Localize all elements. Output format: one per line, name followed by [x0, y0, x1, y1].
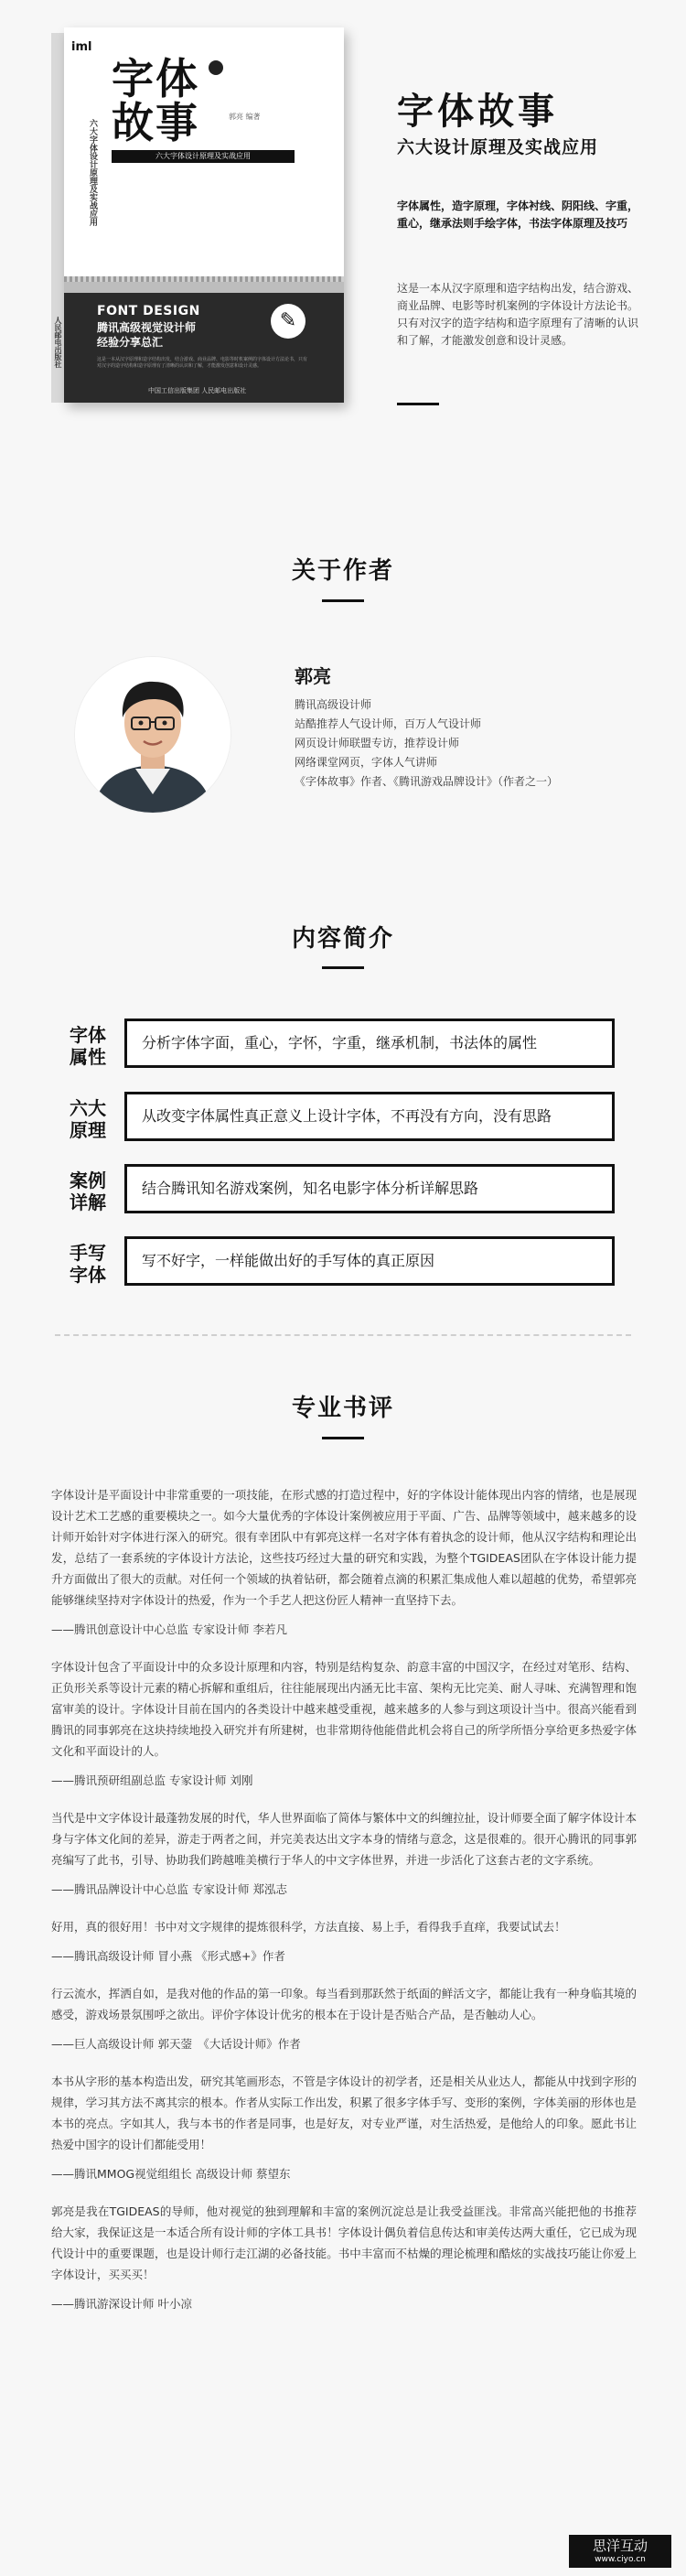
review-signature: ——巨人高级设计师 郭天蓥 《大话设计师》作者	[51, 2037, 301, 2051]
feature-text-box: 结合腾讯知名游戏案例，知名电影字体分析详解思路	[124, 1164, 615, 1213]
content-feature-row	[55, 1236, 622, 1291]
review-text: 本书从字形的基本构造出发，研究其笔画形态，不管是字体设计的初学者，还是相关从业达人，都能从中找到字形的规律，学习其方法不离其宗的根本。作者从实际工作出发，积累了很多字体手写、变形的案例，字体美丽的形体也是本书的亮点。字如其人，我与本书的作者是同事，也是好友，对专业严谨，对生活热爱，是他给人的印象。愿此书让热爱中国字的设计们都能受用！	[51, 2075, 637, 2151]
watermark-url: www.ciyo.cn	[595, 2555, 646, 2564]
book-cover-description: 这是一本从汉字原理和造字结构出发，结合游戏、商业品牌、电影等时机案例的字体设计方法论书，只有对汉字的造字结构和造字原理有了清晰的认识和了解，才能激发创意和设计灵感。	[97, 357, 308, 369]
book-front	[64, 27, 344, 403]
feature-label	[60, 1242, 115, 1286]
publisher-mark: iml	[71, 40, 92, 54]
review-signature: ——腾讯MMOG视觉组组长 高级设计师 蔡望东	[51, 2167, 291, 2181]
feature-label-line2: 字体	[70, 1264, 106, 1286]
content-feature-row	[55, 1164, 622, 1219]
review-item	[51, 1916, 637, 1967]
review-signature: ——腾讯预研组副总监 专家设计师 刘刚	[51, 1773, 253, 1787]
review-text: 字体设计是平面设计中非常重要的一项技能，在形式感的打造过程中，好的字体设计能体现出内容的情绪，也是展现设计艺术工艺感的重要模块之一。如今大量优秀的字体设计案例被应用于平面、广告、品牌等领域中，越来越多的设计师开始针对字体进行深入的研究。很有幸团队中有郭亮这样一名对字体有着执念的设计师，他从汉字结构和理论出发，总结了一套系统的字体设计方法论，这些技巧经过大量的研究和实践，为整个TGIDEAS团队在字体设计能力提升方面做出了很大的贡献。对任何一个领域的执着钻研，都会随着点滴的积累汇集成他人难以超越的优势，希望郭亮能够继续坚持对字体设计的热爱，作为一个手艺人把这份匠人精神一直坚持下去。	[51, 1488, 637, 1607]
feature-label	[60, 1024, 115, 1068]
content-feature-row	[55, 1019, 622, 1073]
feature-label-line1: 字体	[70, 1024, 106, 1046]
author-name: 郭亮	[295, 665, 331, 687]
book-spine	[51, 33, 64, 403]
review-item	[51, 2201, 637, 2314]
review-text: 行云流水，挥洒自如，是我对他的作品的第一印象。每当看到那跃然于纸面的鲜活文字，都能让我有一种身临其境的感受，游戏场景氛围呼之欲出。评价字体设计优劣的根本在于设计是否贴合产品，是否触动人心。	[51, 1987, 637, 2021]
publisher-logos: 中国工信出版集团 人民邮电出版社	[148, 387, 247, 394]
author-credential-item: 腾讯高级设计师	[295, 698, 372, 711]
review-signature: ——腾讯创意设计中心总监 专家设计师 李若凡	[51, 1622, 287, 1636]
feature-text-box: 写不好字，一样能做出好的手写体的真正原因	[124, 1236, 615, 1286]
book-cover-author: 郭亮 编著	[229, 113, 261, 121]
author-credential-item: 网页设计师联盟专访，推荐设计师	[295, 737, 460, 749]
feature-text-box: 分析字体字面，重心，字怀，字重，继承机制，书法体的属性	[124, 1019, 615, 1068]
book-font-design-subtitle	[97, 320, 196, 350]
book-fd-sub-line2: 经验分享总汇	[97, 336, 164, 349]
reviews-heading-bar	[322, 1437, 364, 1439]
hero-keywords: 字体属性，造字原理，字体衬线、阴阳线、字重，重心，继承法则手绘字体，书法字体原理及技巧	[397, 199, 639, 230]
book-cover-subtitle: 六大字体设计原理及实战应用	[112, 150, 295, 163]
review-text: 郭亮是我在TGIDEAS的导师，他对视觉的独到理解和丰富的案例沉淀总是让我受益匪浅。非常高兴能把他的书推荐给大家，我保证这是一本适合所有设计师的字体工具书！字体设计偶负着信息传达和审美传达两大重任，它已成为现代设计中的重要课题，也是设计师行走江湖的必备技能。书中丰富而不枯燥的理论梳理和酷炫的实战技巧能让你爱上字体设计，买买买！	[51, 2204, 637, 2281]
hero-section	[0, 0, 686, 458]
review-text: 好用，真的很好用！书中对文字规律的提炼很科学，方法直接、易上手，看得我手直痒，我要试试去！	[51, 1920, 566, 1934]
hero-divider-bar	[397, 403, 439, 405]
author-credential-item: 网络课堂网页，字体人气讲师	[295, 756, 438, 769]
feature-label-line2: 详解	[70, 1191, 106, 1213]
book-cover-title-line1: 字体	[112, 54, 199, 103]
feature-label-line1: 六大	[70, 1097, 106, 1119]
feature-label-line1: 案例	[70, 1169, 106, 1191]
content-heading: 内容简介	[291, 925, 394, 953]
book-spine-text: 人民邮电出版社	[54, 317, 62, 368]
review-text: 字体设计包含了平面设计中的众多设计原理和内容，特别是结构复杂、韵意丰富的中国汉字，在经过对笔形、结构、正负形关系等设计元素的精心拆解和重组后，往往能展现出内涵无比丰富、架构无比完美、耐人寻味、充满智理和饱富审美的设计。字体设计目前在国内的各类设计中越来越受重视，越来越多的人参与到这项设计当中。很高兴能看到腾讯的同事郭亮在这块持续地投入研究并有所建树，也非常期待他能借此机会将自己的所学所悟分享给更多热爱字体文化和平面设计的人。	[51, 1660, 637, 1758]
about-heading-bar	[322, 599, 364, 602]
reviews-heading: 专业书评	[291, 1395, 394, 1422]
feature-label-line2: 原理	[70, 1119, 106, 1141]
review-item	[51, 1656, 637, 1791]
review-item	[51, 1484, 637, 1640]
feature-label-line1: 手写	[70, 1242, 106, 1264]
book-logo-icon	[209, 60, 223, 75]
pen-nib-icon: ✎	[271, 304, 305, 339]
book-vertical-subtitle: 六大字体设计原理及实战应用	[88, 119, 97, 226]
book-fd-sub-line1: 腾讯高级视觉设计师	[97, 321, 197, 334]
author-avatar	[75, 657, 230, 813]
review-item	[51, 1807, 637, 1900]
site-watermark	[569, 2535, 671, 2568]
feature-label	[60, 1097, 115, 1141]
review-signature: ——腾讯游深设计师 叶小凉	[51, 2297, 192, 2311]
review-signature: ——腾讯品牌设计中心总监 专家设计师 郑泓志	[51, 1882, 287, 1896]
book-font-design-title: FONT DESIGN	[97, 304, 200, 318]
about-heading: 关于作者	[291, 557, 394, 585]
author-credential-item: 站酷推荐人气设计师，百万人气设计师	[295, 717, 482, 730]
section-divider	[55, 1334, 631, 1336]
book-cover-title-line2: 故事	[112, 98, 199, 147]
feature-label	[60, 1169, 115, 1213]
author-credentials	[295, 695, 660, 792]
review-item	[51, 1983, 637, 2054]
watermark-text: 思洋互动	[592, 2538, 648, 2554]
page-title: 字体故事	[397, 91, 558, 133]
book-band-decoration	[64, 282, 344, 293]
feature-label-line2: 属性	[70, 1046, 106, 1068]
feature-text-box: 从改变字体属性真正意义上设计字体，不再没有方向，没有思路	[124, 1092, 615, 1141]
author-portrait-icon	[75, 657, 230, 813]
book-cover-image	[51, 27, 348, 404]
author-credential-item: 《字体故事》作者、《腾讯游戏品牌设计》（作者之一）	[295, 775, 559, 788]
hero-description: 这是一本从汉字原理和造字结构出发，结合游戏、商业品牌、电影等时机案例的字体设计方法论书。只有对汉字的造字结构和造字原理有了清晰的认识和了解，才能激发创意和设计灵感。	[397, 282, 639, 347]
reviews-list	[51, 1484, 637, 2331]
review-text: 当代是中文字体设计最蓬勃发展的时代，华人世界面临了简体与繁体中文的纠缠拉扯，设计师要全面了解字体设计本身与字体文化间的差异，游走于两者之间，并完美表达出文字本身的情绪与意念，这是很难的。很开心腾讯的同事郭亮编写了此书，引导、协助我们跨越唯美横行于华人的中文字体世界，并进一步活化了这套古老的文字系统。	[51, 1811, 637, 1867]
page-subtitle: 六大设计原理及实战应用	[397, 137, 599, 157]
book-cover-title	[112, 54, 199, 147]
content-heading-bar	[322, 966, 364, 969]
review-signature: ——腾讯高级设计师 冒小燕 《形式感+》作者	[51, 1949, 285, 1963]
review-item	[51, 2071, 637, 2184]
content-feature-row	[55, 1092, 622, 1147]
